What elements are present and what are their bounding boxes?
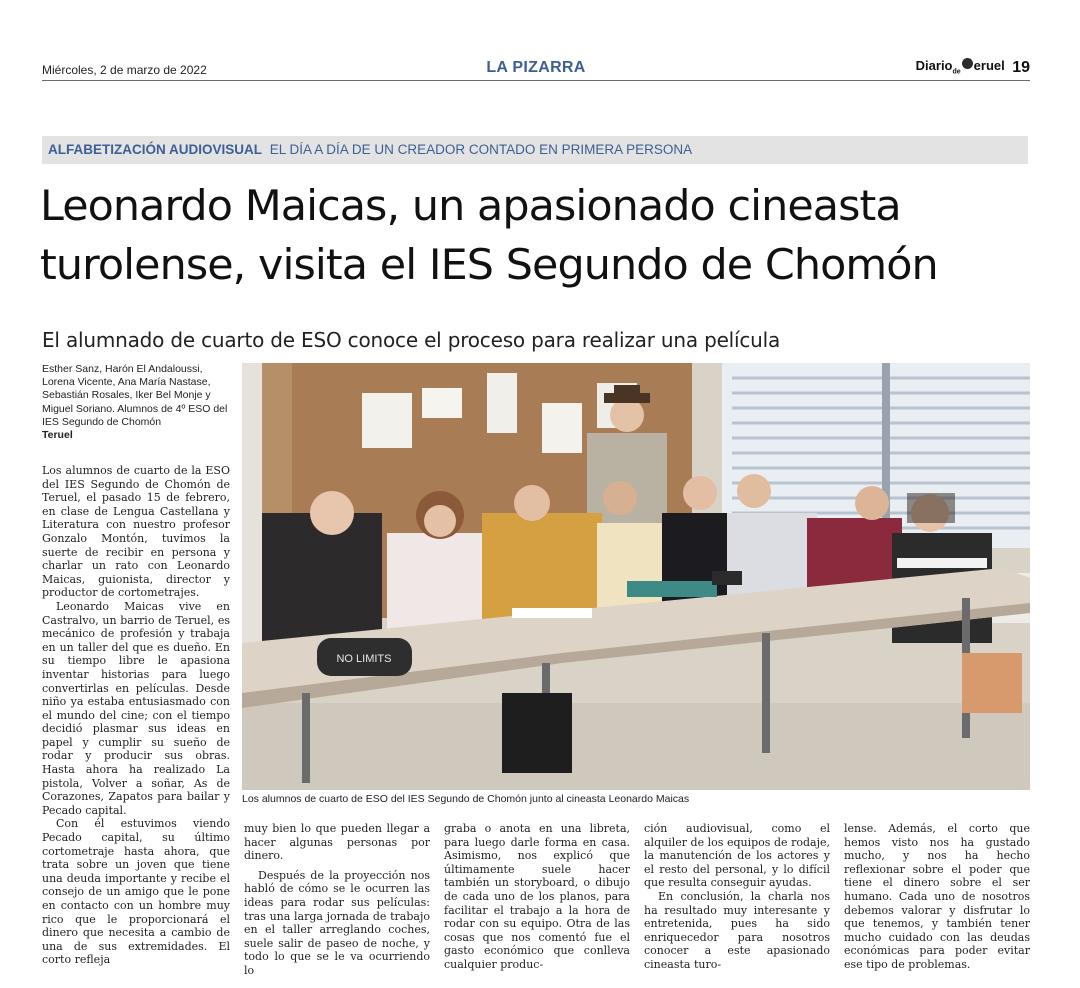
- paragraph: Después de la proyección nos habló de cómo se le ocurren las ideas para rodar sus películas: tras una larga jornada de trabajo en el taller arreglando coches, suele salir de paseo de noche, y todo lo que se le va ocurriendo lo: [244, 868, 430, 977]
- byline-authors: Esther Sanz, Harón El Andaloussi, Lorena Vicente, Ana María Nastase, Sebastián Rosales, Iker Bel Monje y Miguel Soriano. Alumnos de 4º ESO del IES Segundo de Chomón: [42, 363, 228, 428]
- issue-date: Miércoles, 2 de marzo de 2022: [42, 63, 207, 77]
- masthead-logo-icon: [962, 58, 973, 69]
- article-column-5: [844, 822, 1030, 972]
- paragraph: lense. Además, el corto que hemos visto nos ha gustado mucho, y nos ha hecho reflexionar sobre el poder que tiene el dinero sobre el ser humano. Cada uno de nosotros debemos valorar y disfrutar lo que tenemos, y también tener mucho cuidado con las deudas económicas para poder evitar ese tipo de problemas.: [844, 822, 1030, 971]
- subheadline: El alumnado de cuarto de ESO conoce el proceso para realizar una película: [42, 328, 781, 352]
- page-header: [42, 58, 1030, 81]
- article-column-4: [644, 822, 830, 972]
- paragraph: Con él estuvimos viendo Pecado capital, su último cortometraje hasta ahora, que trata sobre un joven que tiene una deuda importante y recibe el consejo de un amigo que le pone en contacto con un hombre muy rico que le proporcionará el dinero que necesita a cambio de una de sus extremidades. El corto refleja: [42, 817, 230, 967]
- kicker-bar: [42, 136, 1028, 164]
- paragraph: graba o anota en una libreta, para luego darle forma en casa. Asimismo, nos explicó que últimamente suele hacer también un storyboard, o dibujo de cada uno de los planos, para facilitar el trabajo a la hora de rodar con su equipo. Otra de las cosas que nos comentó fue el gasto económico que conlleva cualquier produc-: [444, 822, 630, 971]
- article-column-3: [444, 822, 630, 972]
- paragraph: En conclusión, la charla nos ha resultado muy interesante y entretenida, pues ha sido enriquecedor para nosotros conocer a este apasionado cineasta turo-: [644, 889, 830, 971]
- page-number: 19: [1012, 59, 1030, 76]
- article-column-1: [42, 464, 230, 967]
- headline: Leonardo Maicas, un apasionado cineasta turolense, visita el IES Segundo de Chomón: [40, 181, 938, 289]
- photo-caption: Los alumnos de cuarto de ESO del IES Segundo de Chomón junto al cineasta Leonardo Maicas: [242, 793, 690, 805]
- masthead-brand: Diario$_{de}$ eruel: [915, 58, 1005, 76]
- paragraph: Leonardo Maicas vive en Castralvo, un barrio de Teruel, es mecánico de profesión y trabaja en un taller del que es dueño. En su tiempo libre le apasiona inventar historias para luego convertirlas en películas. Desde niño ya estaba entusiasmado con el mundo del cine; con el tiempo decidió plasmar sus ideas en papel y cumplir su sueño de rodar y producir sus obras. Hasta ahora ha realizado La pistola, Volver a soñar, As de Corazones, Zapatos para bailar y Pecado capital.: [42, 599, 230, 817]
- paragraph: ción audiovisual, como el alquiler de los equipos de rodaje, la manutención de los actores y el resto del personal, y lo difícil que resulta conseguir ayudas.: [644, 822, 830, 890]
- section-title: LA PIZARRA: [486, 59, 586, 76]
- paragraph: Los alumnos de cuarto de la ESO del IES Segundo de Chomón de Teruel, el pasado 15 de febrero, en clase de Lengua Castellana y Literatura con nuestro profesor Gonzalo Montón, tuvimos la suerte de recibir en persona y charlar un rato con Leonardo Maicas, guionista, director y productor de cortometrajes.: [42, 464, 230, 600]
- article-photo: [242, 363, 1030, 790]
- byline: [42, 363, 232, 442]
- kicker-category: ALFABETIZACIÓN AUDIOVISUAL: [48, 142, 262, 157]
- paragraph: muy bien lo que pueden llegar a hacer algunas personas por dinero.: [244, 822, 430, 863]
- article-column-2: [244, 822, 430, 978]
- masthead: [916, 58, 1030, 77]
- byline-city: Teruel: [42, 429, 73, 442]
- kicker-tagline: EL DÍA A DÍA DE UN CREADOR CONTADO EN PRIMERA PERSONA: [269, 142, 693, 157]
- pencil-case-text: NO LIMITS: [336, 653, 392, 665]
- classroom-photo-illustration: [242, 363, 1030, 790]
